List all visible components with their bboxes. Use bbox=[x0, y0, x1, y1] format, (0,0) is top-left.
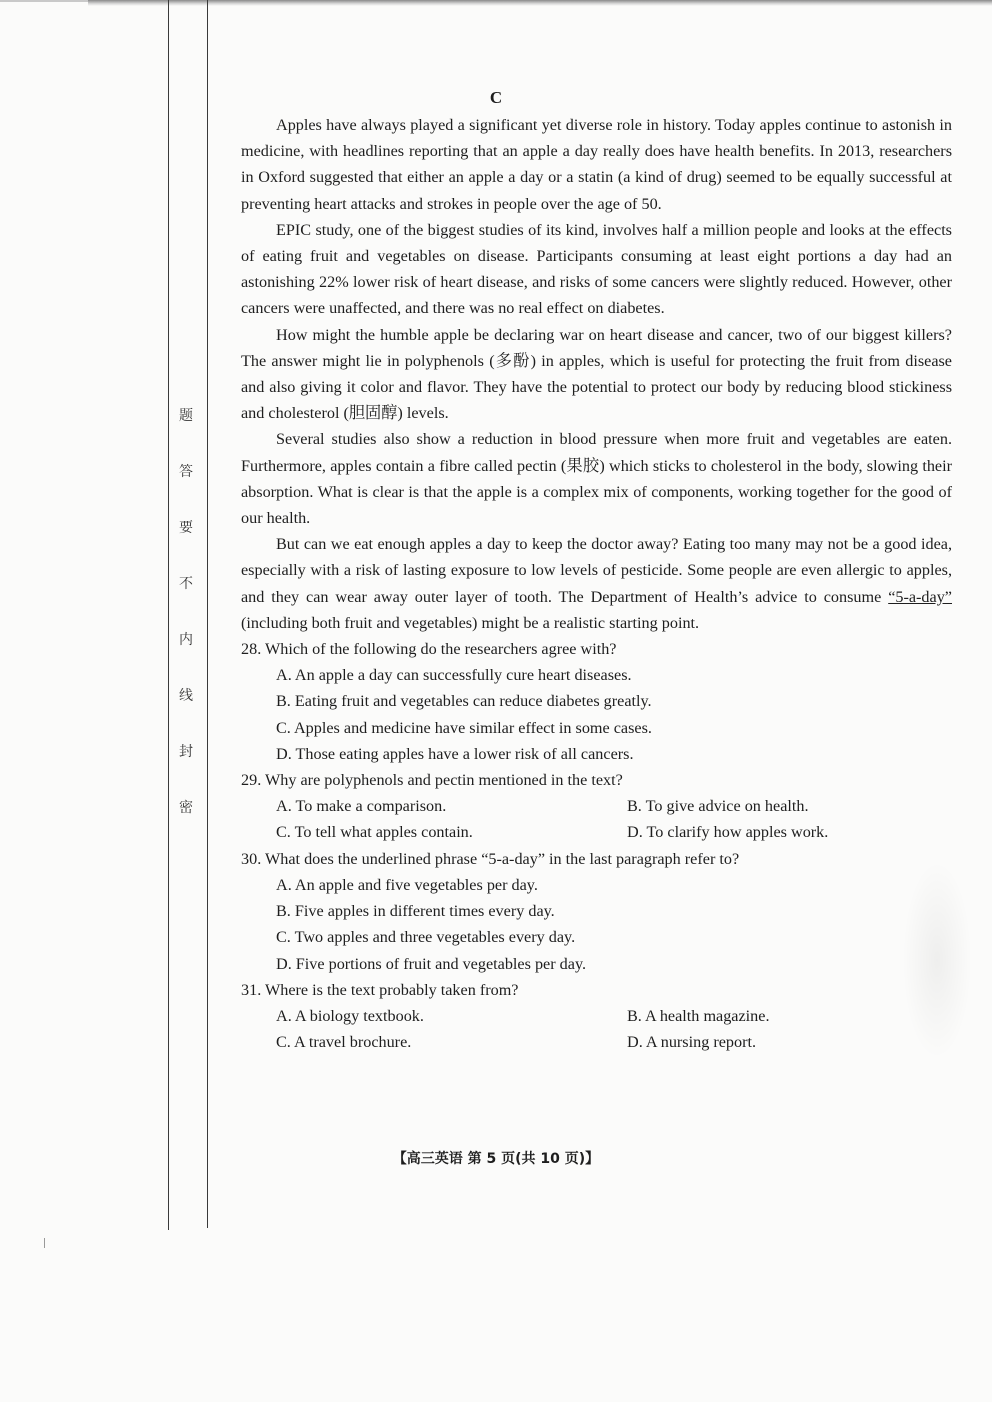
option: C. Two apples and three vegetables every day. bbox=[276, 928, 576, 947]
paragraph: How might the humble apple be declaring war on heart disease and cancer, two of our biggest killers? The answer might lie in polyphenols (多酚) in apples, which is useful for protecting the fruit from disease and also giving it color and flavor. They have the potential to protect our body by reducing blood stickiness and cholesterol (胆固醇) levels. bbox=[241, 325, 952, 423]
option: C. A travel brochure. bbox=[276, 1033, 412, 1052]
option: D. To clarify how apples work. bbox=[627, 823, 829, 842]
seal-char: 线 bbox=[179, 688, 193, 704]
option: A. An apple a day can successfully cure heart diseases. bbox=[276, 666, 632, 685]
seal-char: 内 bbox=[179, 632, 193, 648]
option-row bbox=[241, 1003, 952, 1029]
question-28: 28. Which of the following do the researchers agree with? bbox=[241, 640, 617, 659]
option: B. A health magazine. bbox=[627, 1006, 770, 1025]
option-row bbox=[241, 1029, 952, 1055]
option: D. Five portions of fruit and vegetables per day. bbox=[276, 954, 587, 973]
question-31: 31. Where is the text probably taken from? bbox=[241, 980, 519, 999]
seal-char: 题 bbox=[179, 408, 193, 424]
option: C. Apples and medicine have similar effect in some cases. bbox=[276, 718, 652, 737]
paragraph bbox=[241, 531, 952, 636]
option: B. Eating fruit and vegetables can reduce diabetes greatly. bbox=[276, 692, 652, 711]
paragraph: Apples have always played a significant yet diverse role in history. Today apples continue to astonish in medicine, with headlines reporting that an apple a day really does have health benefits. In 2013, researchers in Oxford suggested that either an apple a day or a statin (a kind of drug) seemed to be equally successful at preventing heart attacks and strokes in people over the age of 50. bbox=[241, 116, 952, 213]
page-footer: 【高三英语 第 5 页(共 10 页)】 bbox=[392, 1151, 600, 1167]
paragraph-text: But can we eat enough apples a day to keep the doctor away? Eating too many may not be a good idea, especially with a risk of lasting exposure to low levels of pesticide. Some people are even allergic to apples, and they can wear away outer layer of tooth. The Department of Health’s advice to consume bbox=[241, 535, 952, 606]
option-row bbox=[241, 819, 952, 845]
option: A. To make a comparison. bbox=[276, 797, 447, 816]
seal-char: 要 bbox=[179, 520, 193, 536]
seal-char: 封 bbox=[179, 744, 193, 760]
underlined-phrase: “5-a-day” bbox=[888, 587, 952, 606]
section-heading: C bbox=[489, 88, 503, 107]
seal-char: 不 bbox=[179, 576, 193, 592]
option: D. Those eating apples have a lower risk of all cancers. bbox=[276, 744, 634, 763]
scan-top-edge bbox=[88, 0, 992, 6]
binding-line-right bbox=[207, 0, 208, 1228]
paragraph: Several studies also show a reduction in blood pressure when more fruit and vegetables are eaten. Furthermore, apples contain a fibre called pectin (果胶) which sticks to cholesterol in the body, slowing their absorption. What is clear is that the apple is a complex mix of components, working together for the good of our health. bbox=[241, 430, 952, 528]
seal-char: 答 bbox=[179, 464, 193, 480]
question-29: 29. Why are polyphenols and pectin mentioned in the text? bbox=[241, 771, 623, 790]
seal-char: 密 bbox=[179, 800, 193, 816]
option: B. To give advice on health. bbox=[627, 797, 809, 816]
binding-line-left bbox=[168, 0, 169, 1230]
option: D. A nursing report. bbox=[627, 1033, 757, 1052]
option: A. An apple and five vegetables per day. bbox=[276, 875, 538, 894]
option-row bbox=[241, 793, 952, 819]
reading-passage bbox=[241, 112, 952, 1055]
scan-mark bbox=[44, 1238, 45, 1248]
paragraph-text: (including both fruit and vegetables) might be a realistic starting point. bbox=[241, 613, 700, 632]
option: A. A biology textbook. bbox=[276, 1006, 424, 1025]
option: C. To tell what apples contain. bbox=[276, 823, 473, 842]
option: B. Five apples in different times every day. bbox=[276, 902, 555, 921]
scan-top-edge-left bbox=[0, 0, 88, 2]
paragraph: EPIC study, one of the biggest studies of its kind, involves half a million people and looks at the effects of eating fruit and vegetables on disease. Participants consuming at least eight portions a day had an astonishing 22% lower risk of heart disease, and risks of some cancers were slightly reduced. However, other cancers were unaffected, and there was no real effect on diabetes. bbox=[241, 220, 952, 318]
question-30: 30. What does the underlined phrase “5-a-day” in the last paragraph refer to? bbox=[241, 849, 740, 868]
